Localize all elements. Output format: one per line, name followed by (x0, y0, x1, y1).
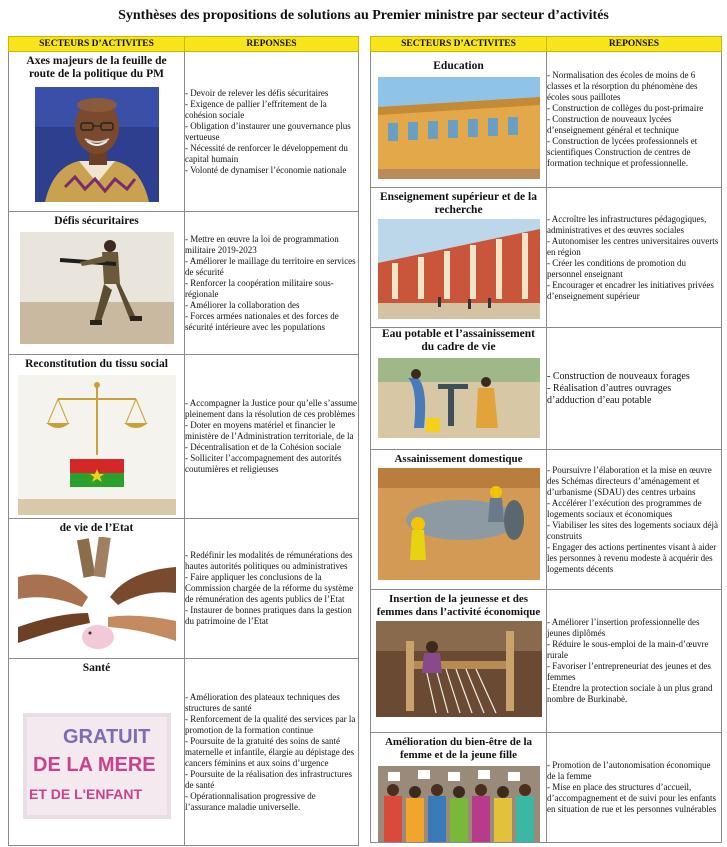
response-item: - Construction de nouveaux lycées d’enseignement général et technique (547, 114, 679, 135)
response-item: - Renforcer la coopération militaire sous-régionale (185, 277, 334, 299)
pipe-works-photo (378, 468, 540, 580)
sector-column-header: SECTEURS D’ACTIVITES (371, 37, 547, 52)
sector-title: Assainissement domestique (394, 453, 523, 465)
response-item: - Accompagner la Justice pour qu’elle s’assume pleinement dans la résolution de ces problèmes (185, 398, 357, 419)
response-item: - Viabiliser les sites des logements sociaux déjà construits (547, 519, 719, 541)
table-row (371, 52, 722, 188)
response-item: - Favoriser l’entrepreneuriat des jeunes et des femmes (547, 661, 711, 682)
response-column-header: REPONSES (185, 37, 359, 52)
free-care-banner-image (23, 713, 171, 819)
table-row (371, 188, 722, 328)
responses-cell (547, 450, 722, 590)
table-row (371, 450, 722, 590)
response-column-header: REPONSES (547, 37, 722, 52)
response-item: - Améliorer le maillage du territoire en services de sécurité (185, 255, 356, 277)
sector-cell (9, 52, 185, 212)
response-item: - Amélioration des plateaux techniques des structures de santé (185, 691, 340, 713)
hands-money-image (18, 537, 176, 655)
response-item: - Solliciter l’accompagnement des autorités coutumières et religieuses (185, 453, 342, 474)
table-row (371, 733, 722, 843)
response-item: - Réduire le sous-emploi de la main-d’œuvre rurale (547, 639, 709, 660)
response-item: - Engager des actions pertinentes visant à aider les personnes à revenu modeste à acquérir des logements décents (547, 541, 717, 574)
response-item: - Autonomiser les centres universitaires ouverts en région (547, 235, 719, 257)
responses-cell (547, 328, 722, 450)
sector-title: Amélioration du bien-être de la femme et de la jeune fille (384, 736, 533, 761)
sector-title: Eau potable et l’assainissement du cadre de vie (381, 328, 536, 353)
sector-title: Insertion de la jeunesse et des femmes dans l’activité économique (376, 593, 541, 618)
response-item: - Exigence de pallier l’effritement de la cohésion sociale (185, 98, 327, 120)
table-row (371, 590, 722, 733)
table-row (9, 659, 359, 846)
response-item: - Construction de lycées professionnels et scientifiques Construction de centres de formation technique et professionnelle. (547, 136, 698, 168)
sector-title: de vie de l’Etat (59, 522, 134, 534)
response-item: - Créer les conditions de promotion du personnel enseignant (547, 257, 686, 279)
justice-scale-image (18, 375, 176, 515)
soldier-photo (20, 232, 174, 344)
women-group-photo (378, 766, 540, 842)
school-building-photo (378, 77, 540, 179)
banner-text-line: GRATUIT (62, 726, 150, 748)
responses-cell (185, 52, 359, 212)
response-item: - Construction de nouveaux forages (547, 370, 690, 382)
sector-cell (9, 212, 185, 355)
prime-minister-portrait (35, 87, 159, 202)
response-item: - Poursuivre l’élaboration et la mise en œuvre des Schémas directeurs d’aménagement et d’urbanisme (SDAU) des centres urbains (547, 464, 712, 497)
response-item: - Améliorer la collaboration des (185, 299, 300, 310)
responses-cell (547, 733, 722, 843)
sector-title: Education (433, 60, 484, 72)
university-building-photo (378, 219, 540, 319)
response-item: - Mettre en œuvre la loi de programmation militaire 2019-2023 (185, 233, 339, 255)
response-item: - Faire appliquer les conclusions de la Commission chargée de la réforme du système de rémunération des agents publics de l’Etat (185, 572, 354, 604)
banner-text-line: ET DE L'ENFANT (28, 786, 142, 802)
responses-cell (185, 212, 359, 355)
sector-title: Défis sécuritaires (54, 215, 139, 227)
right-header-row (371, 37, 722, 52)
table-row (371, 328, 722, 450)
response-item: - Normalisation des écoles de moins de 6 classes et la résorption du phénomène des écoles sous paillotes (547, 70, 698, 102)
response-item: - Obligation d’instaurer une gouvernance plus vertueuse (185, 120, 351, 142)
response-item: - Mise en place des structures d’accueil, d’accompagnement et de suivi pour les enfants en situation de rue et les personnes vulnérables (547, 782, 717, 814)
response-item: - Opérationnalisation progressive de l’assurance maladie universelle. (185, 790, 316, 812)
left-table (8, 36, 359, 846)
response-item: - Renforcement de la qualité des services par la promotion de la formation continue (185, 713, 356, 735)
sector-cell (371, 590, 547, 733)
sector-title: Enseignement supérieur et de la recherche (380, 191, 537, 216)
response-item: - Accélérer l’exécution des programmes de logements sociaux et économiques (547, 497, 702, 519)
sector-cell (371, 733, 547, 843)
sector-cell (9, 519, 185, 659)
left-header-row (9, 37, 359, 52)
sector-title: Axes majeurs de la feuille de route de la politique du PM (26, 55, 167, 80)
sector-cell (371, 52, 547, 188)
page-title: Synthèses des propositions de solutions au Premier ministre par secteur d’activités (118, 8, 609, 23)
right-table (370, 36, 722, 843)
response-item: - Etendre la protection sociale à un plus grand nombre de Burkinabè. (547, 683, 713, 704)
table-row (9, 355, 359, 519)
sector-column-header: SECTEURS D’ACTIVITES (9, 37, 185, 52)
response-item: - Poursuite de la gratuité des soins de santé maternelle et infantile, élargie au dépistage des cancers féminins et aux soins d’urgence (185, 735, 355, 768)
response-item: - Forces armées nationales et des forces de sécurité intérieure avec les populations (185, 310, 339, 332)
response-item: - Accroître les infrastructures pédagogiques, administratives et des œuvres sociales (547, 213, 707, 235)
response-item: - Redéfinir les modalités de rémunérations des hautes autorités politiques ou administratives (185, 550, 353, 571)
sector-cell (371, 450, 547, 590)
response-item: - Instaurer de bonnes pratiques dans la gestion du patrimoine de l’Etat (185, 605, 352, 626)
response-item: - Devoir de relever les défis sécuritaires (185, 87, 329, 98)
response-item: - Encourager et encadrer les initiatives privées d’enseignement supérieur (547, 279, 714, 301)
table-row (9, 519, 359, 659)
sector-title: Reconstitution du tissu social (25, 358, 168, 370)
banner-text-line: DE LA MERE (32, 754, 156, 776)
sector-cell (371, 188, 547, 328)
responses-cell (547, 52, 722, 188)
response-item: - Construction de collèges du post-primaire (547, 103, 704, 113)
response-item: - Nécessité de renforcer le développement du capital humain (185, 142, 348, 164)
response-item: - Doter en moyens matériel et financier le ministère de l’Administration territoriale, de la - Décentralisation et de la Cohésion sociale (185, 420, 354, 452)
response-item: - Promotion de l’autonomisation économique de la femme (547, 760, 711, 781)
response-item: - Réalisation d’autres ouvrages d’adduction d’eau potable (547, 382, 672, 406)
response-item: - Améliorer l’insertion professionnelle des jeunes diplômés (547, 617, 700, 638)
sector-cell (371, 328, 547, 450)
response-item: - Volonté de dynamiser l’économie nationale (185, 164, 347, 175)
sector-cell (9, 659, 185, 846)
response-item: - Poursuite de la réalisation des infrastructures de santé (185, 768, 352, 790)
table-row (9, 212, 359, 355)
responses-cell (547, 590, 722, 733)
responses-cell (547, 188, 722, 328)
weaving-loom-photo (376, 621, 542, 717)
table-row (9, 52, 359, 212)
responses-cell (185, 659, 359, 846)
sector-title: Santé (82, 662, 111, 674)
sector-cell (9, 355, 185, 519)
responses-cell (185, 519, 359, 659)
water-pump-photo (378, 358, 540, 438)
responses-cell (185, 355, 359, 519)
